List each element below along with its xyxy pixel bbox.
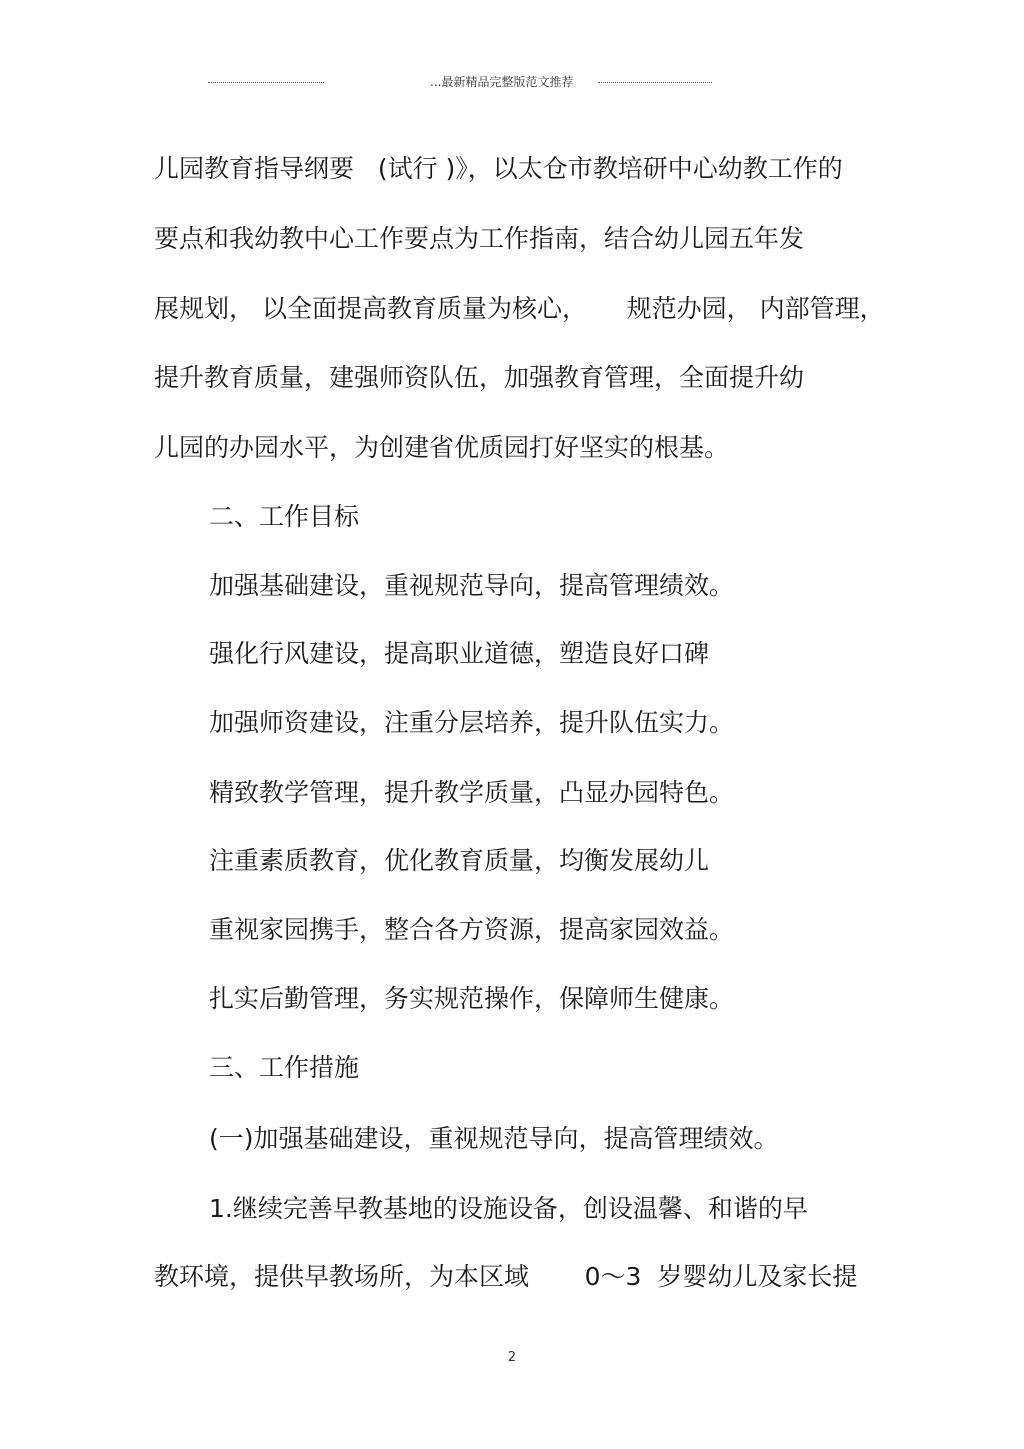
goal-item: 加强师资建设，注重分层培养，提升队伍实力。 bbox=[209, 708, 735, 737]
goal-item: 注重素质教育，优化教育质量，均衡发展幼儿 bbox=[209, 846, 710, 875]
header-rule-right bbox=[598, 82, 712, 83]
header-rule-left bbox=[208, 82, 324, 83]
goal-item: 扎实后勤管理，务实规范操作，保障师生健康。 bbox=[209, 984, 735, 1013]
paragraph-line: 1.继续完善早教基地的设施设备，创设温馨、和谐的早 bbox=[209, 1194, 808, 1223]
goal-item: 精致教学管理，提升教学质量，凸显办园特色。 bbox=[209, 778, 735, 807]
paragraph-line: 展规划， 以全面提高教育质量为核心， 规范办园， 内部管理， bbox=[154, 294, 885, 323]
goal-item: 加强基础建设，重视规范导向，提高管理绩效。 bbox=[209, 571, 735, 600]
paragraph-line: 要点和我幼教中心工作要点为工作指南，结合幼儿园五年发 bbox=[154, 224, 805, 253]
paragraph-line: 教环境，提供早教场所，为本区域 0～3 岁婴幼儿及家长提 bbox=[154, 1262, 858, 1291]
paragraph-line: 儿园的办园水平，为创建省优质园打好坚实的根基。 bbox=[154, 433, 730, 462]
goal-item: 重视家园携手，整合各方资源，提高家园效益。 bbox=[209, 915, 735, 944]
paragraph-line: 提升教育质量，建强师资队伍，加强教育管理，全面提升幼 bbox=[154, 363, 805, 392]
section-heading: 三、工作措施 bbox=[209, 1053, 360, 1082]
paragraph-line: 儿园教育指导纲要 (试行 )》，以太仓市教培研中心幼教工作的 bbox=[154, 154, 843, 183]
page-header bbox=[0, 74, 1024, 90]
subsection-heading: (一)加强基础建设，重视规范导向，提高管理绩效。 bbox=[209, 1124, 779, 1153]
header-text: ...最新精品完整版范文推荐 bbox=[430, 75, 574, 89]
page-number: 2 bbox=[507, 1350, 517, 1365]
section-heading: 二、工作目标 bbox=[209, 502, 360, 531]
goal-item: 强化行风建设，提高职业道德，塑造良好口碑 bbox=[209, 639, 710, 668]
